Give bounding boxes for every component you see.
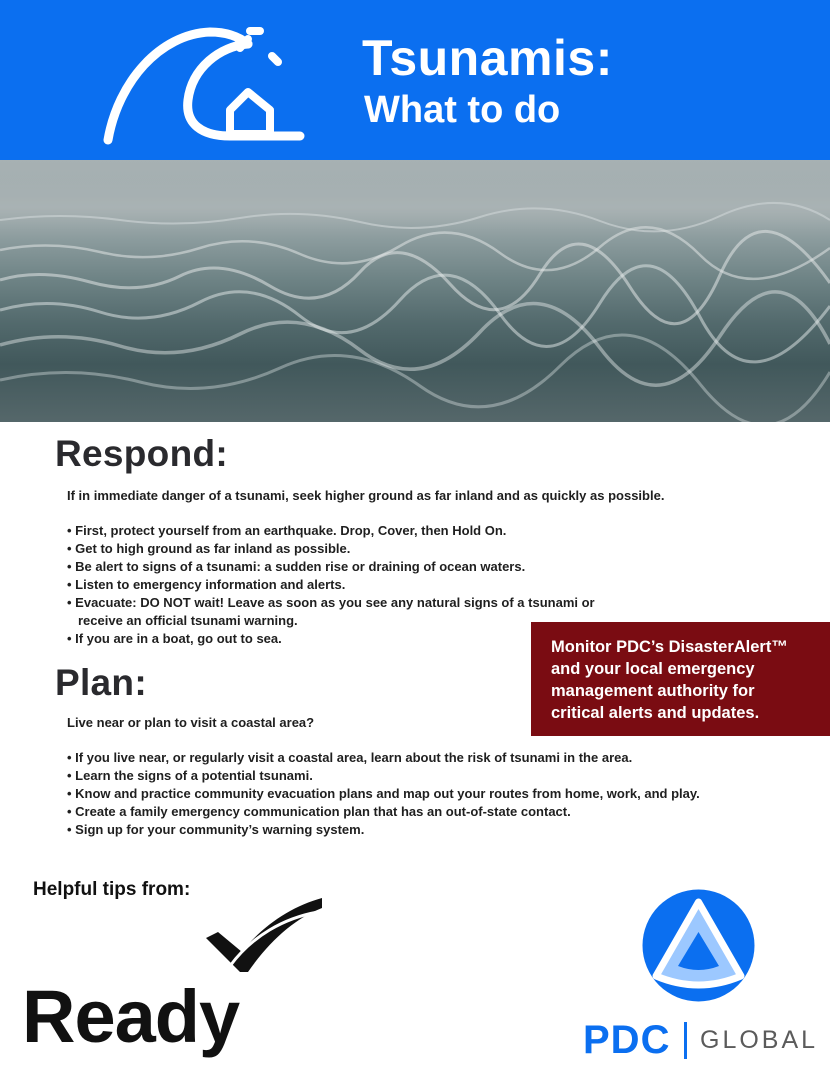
disaster-alert-callout: Monitor PDC’s DisasterAlert™ and your local emergency management authority for critical alerts and updates. xyxy=(531,622,830,736)
ready-logo: Ready xyxy=(22,975,240,1058)
list-item: • Know and practice community evacuation plans and map out your routes from home, work, and play. xyxy=(67,786,700,801)
plan-intro: Live near or plan to visit a coastal area? xyxy=(67,715,315,730)
list-item: • If you live near, or regularly visit a coastal area, learn about the risk of tsunami in the area. xyxy=(67,750,633,765)
ocean-waves-photo xyxy=(0,160,830,422)
pdc-wordmark: PDC xyxy=(583,1018,671,1062)
tsunami-wave-house-icon xyxy=(100,22,310,147)
helpful-tips-label: Helpful tips from: xyxy=(33,879,191,900)
page-title: Tsunamis: xyxy=(362,30,613,86)
header-banner xyxy=(0,0,830,160)
global-wordmark: GLOBAL xyxy=(700,1026,819,1054)
pdc-divider xyxy=(684,1022,687,1059)
list-item: • Learn the signs of a potential tsunami. xyxy=(67,768,313,783)
list-item: • Listen to emergency information and alerts. xyxy=(67,577,346,592)
ready-checkmark-icon xyxy=(200,896,325,974)
list-item: • Get to high ground as far inland as possible. xyxy=(67,541,351,556)
list-item: • Create a family emergency communication plan that has an out-of-state contact. xyxy=(67,804,571,819)
pdc-logo-icon xyxy=(641,888,756,1003)
list-item: • Sign up for your community’s warning system. xyxy=(67,822,365,837)
plan-list xyxy=(67,749,787,839)
plan-heading: Plan: xyxy=(55,662,147,703)
list-item: • Evacuate: DO NOT wait! Leave as soon as you see any natural signs of a tsunami or receive an official tsunami warning. xyxy=(67,595,595,628)
respond-intro: If in immediate danger of a tsunami, seek higher ground as far inland and as quickly as possible. xyxy=(67,488,665,503)
ocean-waves-illustration xyxy=(0,160,830,422)
list-item: • First, protect yourself from an earthquake. Drop, Cover, then Hold On. xyxy=(67,523,507,538)
respond-heading: Respond: xyxy=(55,433,229,474)
list-item: • Be alert to signs of a tsunami: a sudden rise or draining of ocean waters. xyxy=(67,559,526,574)
page-subtitle: What to do xyxy=(364,89,561,131)
list-item: • If you are in a boat, go out to sea. xyxy=(67,631,282,646)
